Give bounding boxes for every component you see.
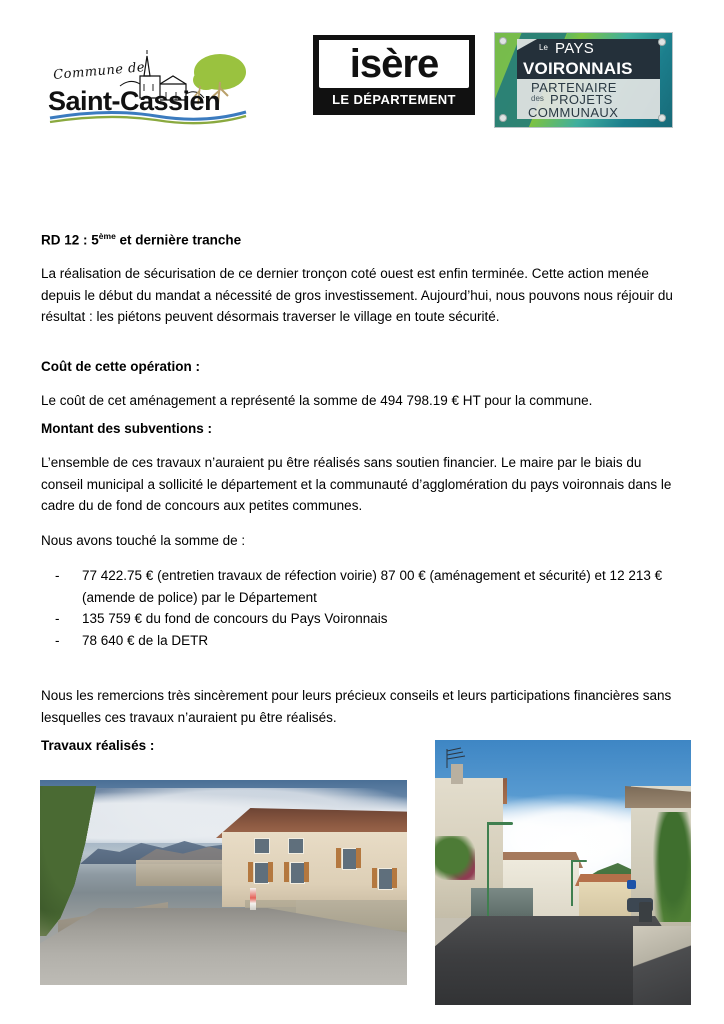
- paragraph-cost: Le coût de cet aménagement a représenté la somme de 494 798.19 € HT pour la commune.: [41, 393, 593, 408]
- pays-line-partenaire: PARTENAIRE: [531, 80, 617, 95]
- heading-cost: Coût de cette opération :: [41, 359, 201, 374]
- sign-screw-top-left: [500, 38, 506, 44]
- paragraph-list-intro: Nous avons touché la somme de :: [41, 533, 246, 548]
- list-item: [55, 630, 683, 652]
- photo-road-before-house: [40, 780, 407, 985]
- paragraph-thanks: Nous les remercions très sincèrement pour leurs précieux conseils et leurs participations financières sans lesquelles ces travaux n’auraient pu être réalisés.: [41, 688, 672, 725]
- heading-works: Travaux réalisés :: [41, 738, 155, 753]
- heading-rd12-prefix: RD 12 : 5: [41, 232, 99, 248]
- isere-logo: [313, 35, 475, 115]
- paragraph-subventions: L’ensemble de ces travaux n’auraient pu être réalisés sans soutien financier. Le maire par le biais du conseil municipal a sollicité le département et la communauté d’agglomération du pays voironnais dans le cadre du de fond de concours aux petites communes.: [41, 455, 672, 513]
- saint-cassien-title: Saint-Cassien: [48, 86, 221, 116]
- house-window: [288, 838, 304, 854]
- sign-screw-bottom-left: [500, 115, 506, 121]
- tv-antenna-icon: [443, 746, 473, 768]
- pays-line-voironnais: VOIRONNAIS: [523, 59, 633, 78]
- road-marker-post: [250, 888, 256, 910]
- pays-line-communaux: COMMUNAUX: [528, 105, 619, 120]
- isere-tagline: LE DÉPARTEMENT: [332, 92, 456, 107]
- pays-line-des: des: [531, 94, 544, 103]
- window-shutter: [356, 848, 361, 868]
- saint-cassien-script-label: Commune de: [52, 60, 146, 83]
- house-window: [254, 838, 270, 854]
- street-lamp-post: [487, 822, 489, 918]
- street-lamp-post: [571, 860, 573, 906]
- pays-line-pays: PAYS: [555, 40, 594, 57]
- heading-rd12-ordinal: ème: [98, 231, 116, 241]
- heading-rd12-suffix: et dernière tranche: [115, 232, 242, 248]
- window-shutter: [392, 868, 397, 888]
- paragraph-intro: La réalisation de sécurisation de ce dernier tronçon coté ouest est enfin terminée. Cette action menée depuis le début du mandat a nécessité de gros investissement. Aujourd’hui, nous pouvons nous réjouir du résultat : les piétons peuvent désormais traverser le village en toute sécurité.: [41, 266, 673, 324]
- window-shutter: [268, 862, 273, 882]
- right-curb-and-sidewalk: [633, 926, 691, 1005]
- list-item: [55, 565, 683, 608]
- window-shutter: [284, 862, 289, 882]
- street-lamp-head: [487, 822, 513, 825]
- subventions-list: [55, 565, 683, 651]
- isere-wordmark: isère: [349, 42, 439, 86]
- window-shutter: [372, 868, 377, 888]
- list-item-text: 78 640 € de la DETR: [82, 632, 209, 648]
- window-shutter: [304, 862, 309, 882]
- logo-header-band: [0, 0, 724, 150]
- wall-plants: [435, 836, 475, 880]
- pays-voironnais-logo: [495, 33, 672, 127]
- parking-sign: [627, 880, 636, 889]
- heading-subventions: Montant des subventions :: [41, 421, 213, 436]
- house-window: [378, 868, 393, 890]
- pays-line-projets: PROJETS: [550, 92, 613, 107]
- street-lamp-head: [571, 860, 587, 862]
- bullet-marker: -: [55, 632, 60, 648]
- window-shutter: [336, 848, 341, 868]
- sign-screw-top-right: [659, 39, 665, 45]
- list-item-text: 135 759 € du fond de concours du Pays Voironnais: [82, 611, 388, 626]
- list-item-text: 77 422.75 € (entretien travaux de réfection voirie) 87 00 € (aménagement et sécurité) et 12 213 € (amende de police) par le Département: [82, 568, 663, 605]
- saint-cassien-logo: [48, 42, 248, 130]
- street-tree: [653, 812, 691, 922]
- isere-wordmark-plate: [319, 40, 469, 88]
- bullet-marker: -: [55, 568, 60, 583]
- house-window: [290, 862, 305, 884]
- sign-screw-bottom-right: [659, 115, 665, 121]
- photo-village-street-resurfaced: [435, 740, 691, 1005]
- window-shutter: [248, 862, 253, 882]
- house-window: [342, 848, 357, 870]
- pays-line-le: Le: [539, 43, 548, 52]
- distant-buildings: [136, 860, 222, 886]
- waste-bin: [639, 902, 652, 922]
- heading-rd12: [41, 231, 241, 248]
- list-item: [55, 608, 683, 630]
- street-gate: [471, 888, 533, 918]
- bullet-marker: -: [55, 611, 60, 626]
- house-window: [254, 862, 269, 884]
